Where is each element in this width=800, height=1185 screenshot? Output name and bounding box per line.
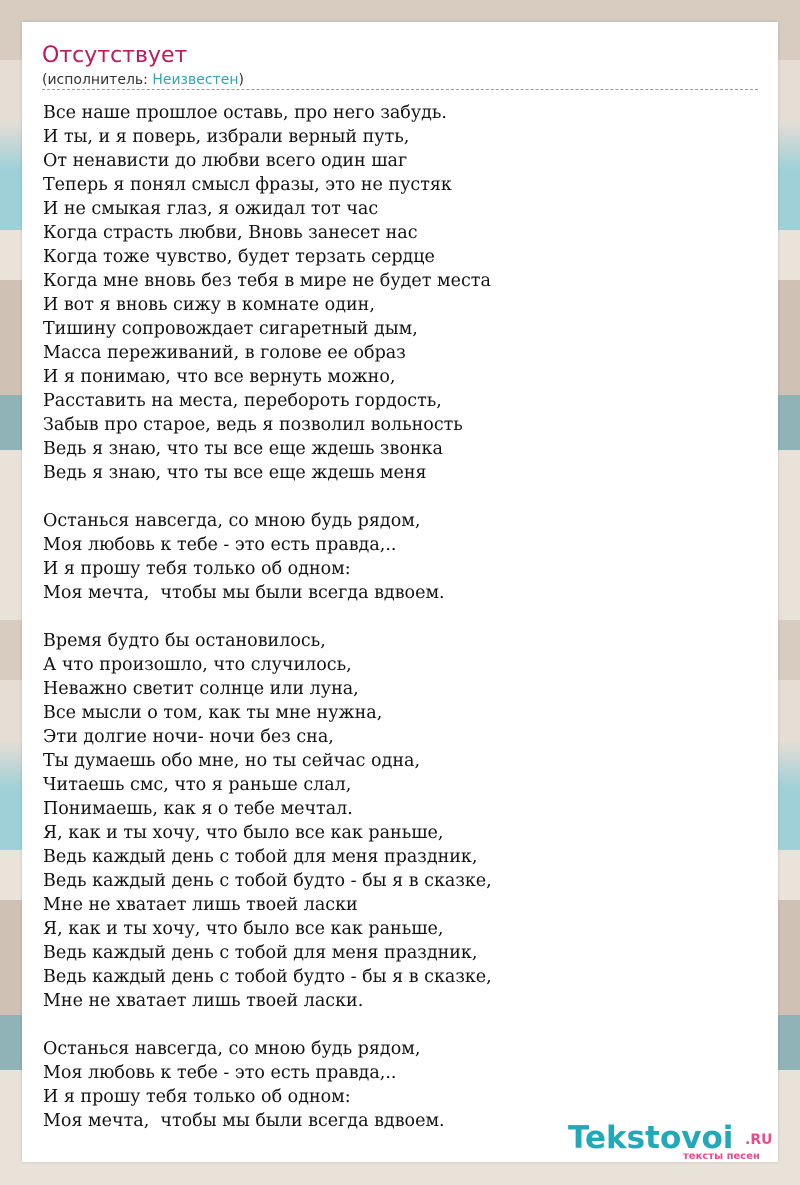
lyric-line: И я понимаю, что все вернуть можно,: [43, 367, 396, 387]
stanza-break: [43, 485, 492, 509]
artist-line: [42, 71, 244, 89]
lyric-line: Моя мечта, чтобы мы были всегда вдвоем.: [43, 1111, 445, 1131]
artist-suffix: ): [238, 72, 244, 88]
lyric-line: Эти долгие ночи- ночи без сна,: [43, 727, 334, 747]
lyric-line: Я, как и ты хочу, что было все как раньше,: [43, 919, 444, 939]
lyric-line: Ведь каждый день с тобой будто - бы я в сказке,: [43, 967, 492, 987]
lyric-line: Все мысли о том, как ты мне нужна,: [43, 703, 383, 723]
lyric-line: Ведь я знаю, что ты все еще ждешь звонка: [43, 439, 443, 459]
artist-prefix: (исполнитель:: [42, 72, 153, 88]
lyric-line: И я прошу тебя только об одном:: [43, 1087, 351, 1107]
lyric-line: Я, как и ты хочу, что было все как раньше,: [43, 823, 444, 843]
lyric-line: Ведь каждый день с тобой для меня праздник,: [43, 847, 478, 867]
artist-link[interactable]: Неизвестен: [152, 72, 239, 88]
lyric-line: Неважно светит солнце или луна,: [43, 679, 359, 699]
lyric-line: Ведь каждый день с тобой будто - бы я в сказке,: [43, 871, 492, 891]
lyric-line: Тишину сопровождает сигаретный дым,: [43, 319, 418, 339]
lyric-line: Все наше прошлое оставь, про него забудь.: [43, 103, 447, 123]
lyric-line: Мне не хватает лишь твоей ласки.: [43, 991, 364, 1011]
lyric-line: Моя любовь к тебе - это есть правда,..: [43, 535, 397, 555]
lyric-line: И ты, и я поверь, избрали верный путь,: [43, 127, 410, 147]
lyric-line: Теперь я понял смысл фразы, это не пустяк: [43, 175, 452, 195]
lyric-line: Моя мечта, чтобы мы были всегда вдвоем.: [43, 583, 445, 603]
site-logo[interactable]: [568, 1120, 778, 1164]
lyric-line: Ты думаешь обо мне, но ты сейчас одна,: [43, 751, 421, 771]
lyric-line: Останься навсегда, со мною будь рядом,: [43, 511, 421, 531]
stanza-break: [43, 605, 492, 629]
lyric-line: Расставить на места, перебороть гордость,: [43, 391, 442, 411]
lyric-line: Ведь каждый день с тобой для меня праздник,: [43, 943, 478, 963]
lyrics-card: [22, 22, 778, 1162]
lyric-line: И я прошу тебя только об одном:: [43, 559, 351, 579]
lyric-line: Когда мне вновь без тебя в мире не будет места: [43, 271, 491, 291]
lyric-line: Мне не хватает лишь твоей ласки: [43, 895, 358, 915]
title-divider: [42, 89, 758, 90]
lyric-line: Ведь я знаю, что ты все еще ждешь меня: [43, 463, 427, 483]
lyric-line: А что произошло, что случилось,: [43, 655, 352, 675]
lyric-line: Время будто бы остановилось,: [43, 631, 326, 651]
lyric-line: Забыв про старое, ведь я позволил вольность: [43, 415, 463, 435]
lyric-line: От ненависти до любви всего один шаг: [43, 151, 408, 171]
lyric-line: И не смыкая глаз, я ожидал тот час: [43, 199, 379, 219]
stanza-break: [43, 1013, 492, 1037]
lyric-line: Масса переживаний, в голове ее образ: [43, 343, 406, 363]
lyric-line: Когда тоже чувство, будет терзать сердце: [43, 247, 435, 267]
lyric-line: Читаешь смс, что я раньше слал,: [43, 775, 352, 795]
lyric-line: Останься навсегда, со мною будь рядом,: [43, 1039, 421, 1059]
logo-name: Tekstovoi: [568, 1120, 734, 1156]
lyric-line: Понимаешь, как я о тебе мечтал.: [43, 799, 353, 819]
logo-tld: .RU: [745, 1132, 773, 1148]
lyrics-text: [43, 101, 492, 1133]
lyric-line: Когда страсть любви, Вновь занесет нас: [43, 223, 418, 243]
song-title: Отсутствует: [42, 43, 188, 68]
lyric-line: И вот я вновь сижу в комнате один,: [43, 295, 375, 315]
logo-tagline: тексты песен: [683, 1151, 760, 1162]
lyric-line: Моя любовь к тебе - это есть правда,..: [43, 1063, 397, 1083]
